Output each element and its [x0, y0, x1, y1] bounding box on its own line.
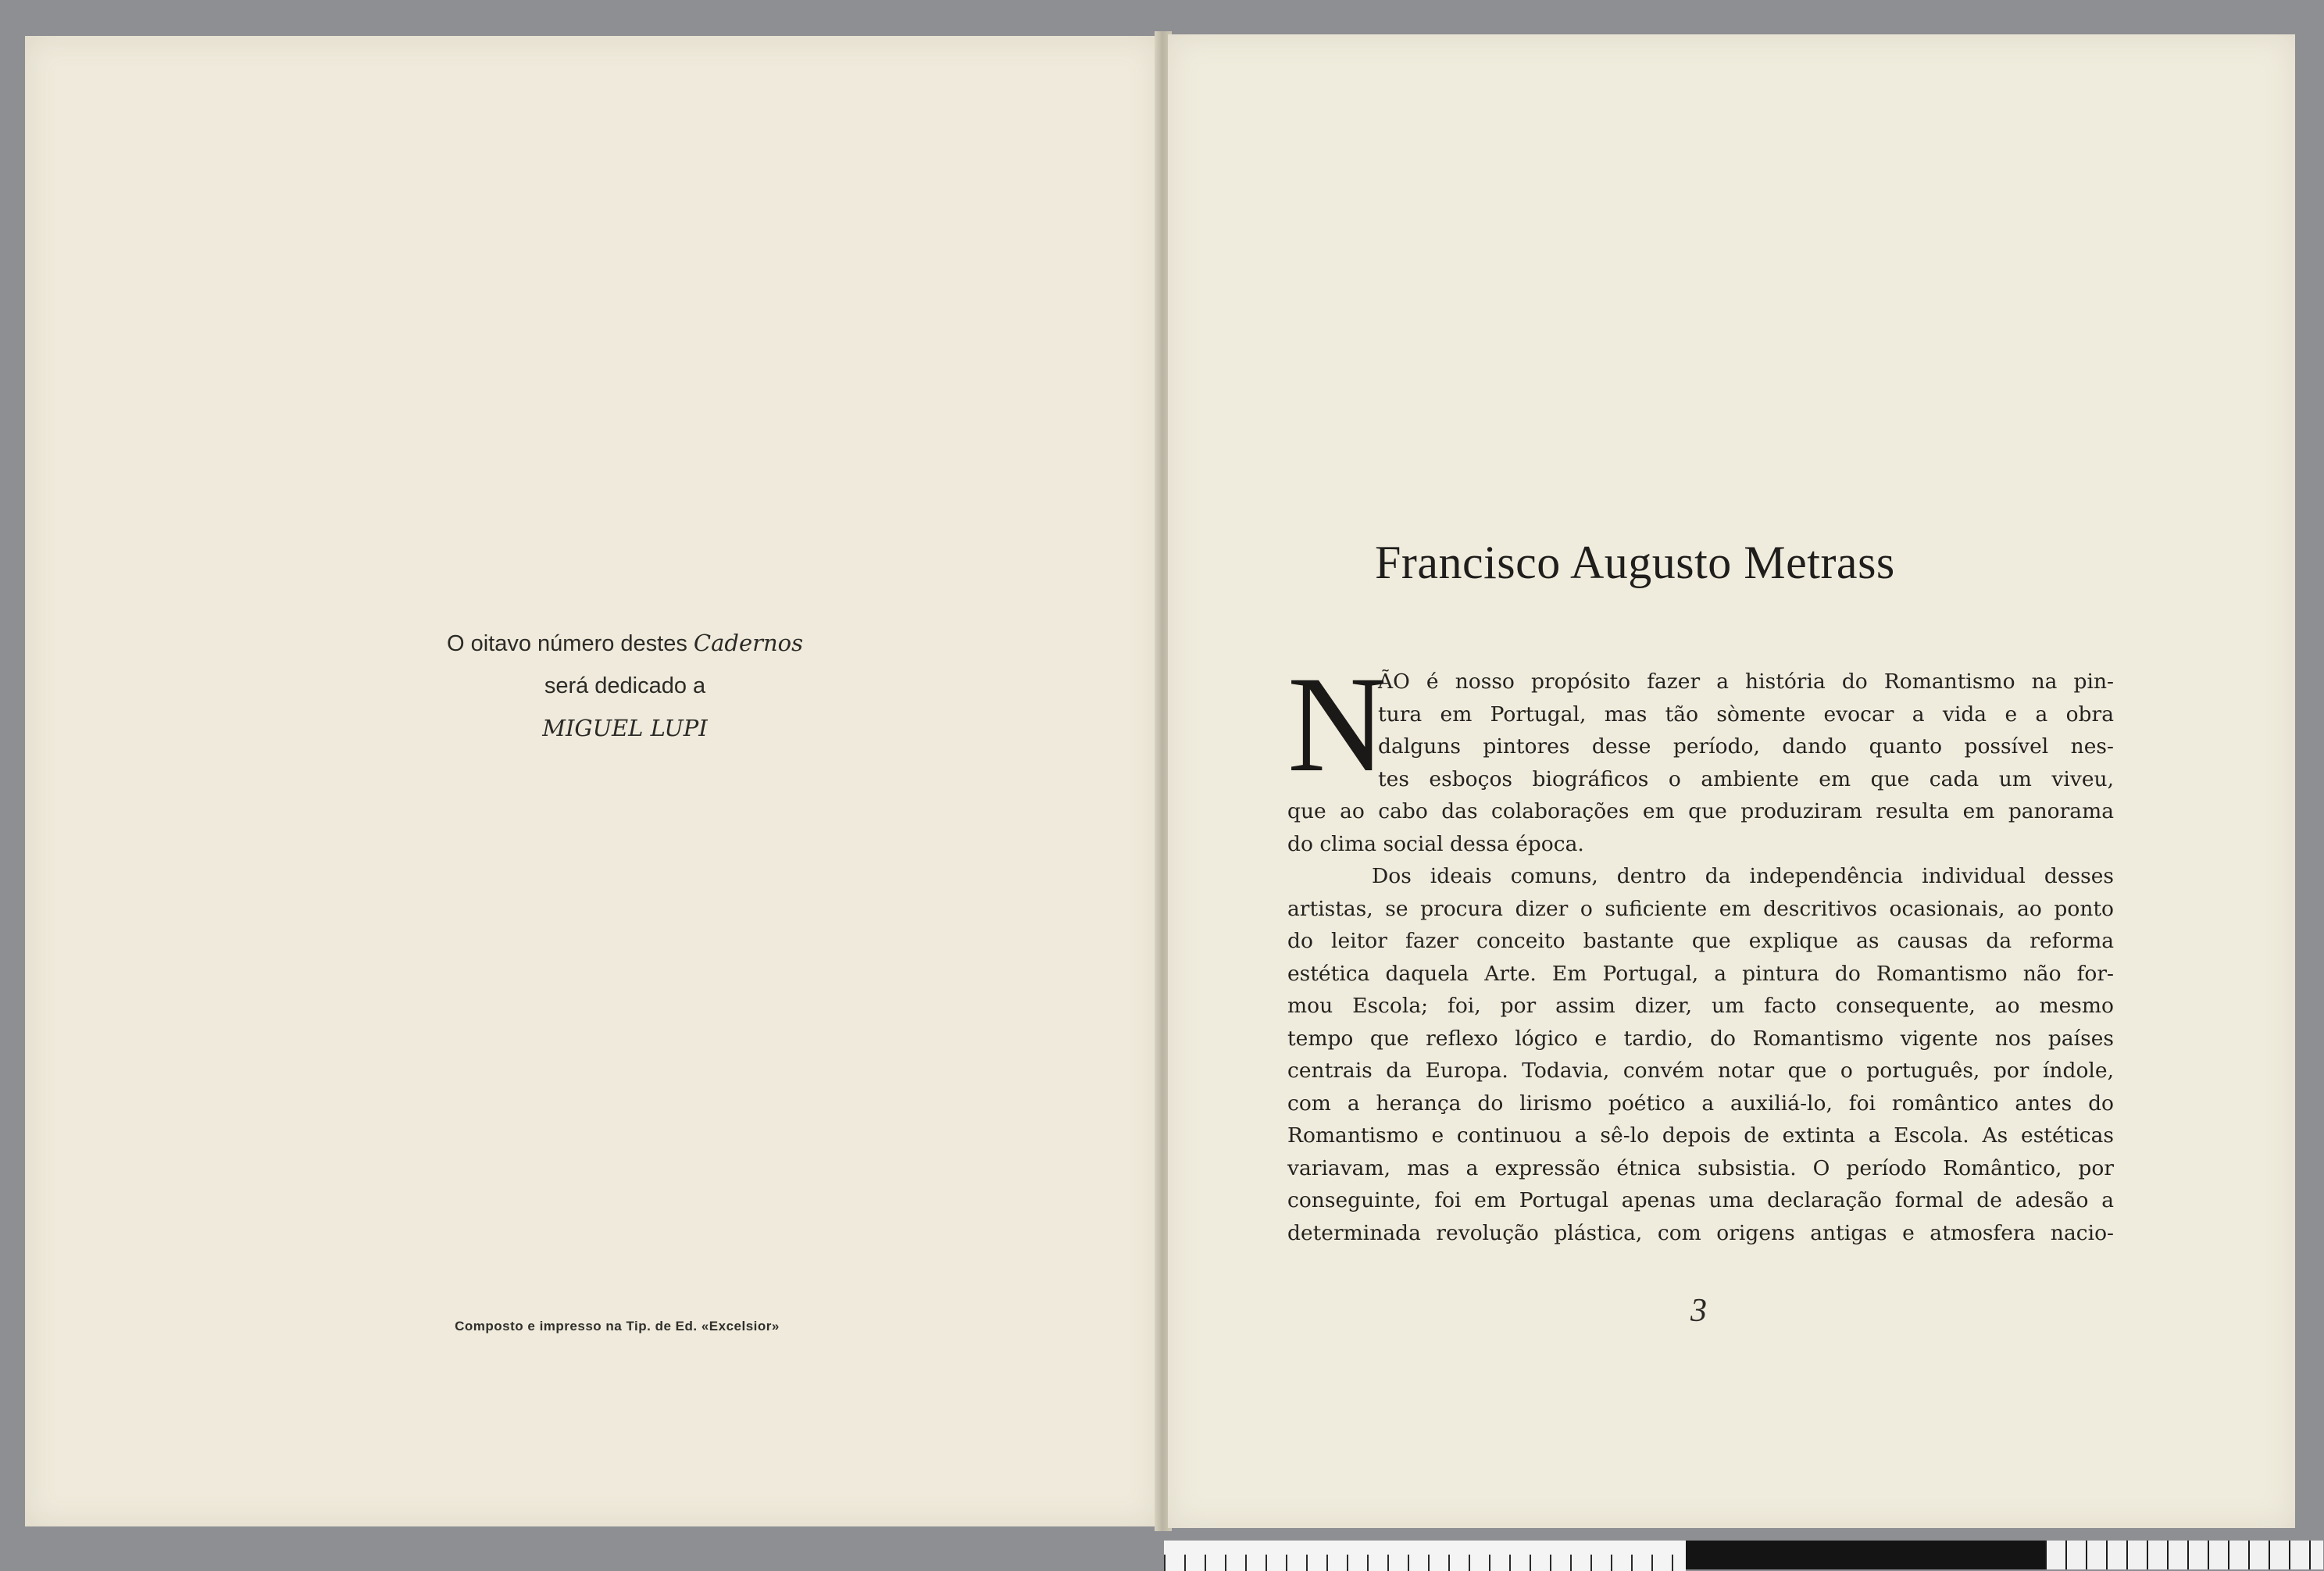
scale-ruler-right	[2045, 1541, 2323, 1569]
paragraph-1-full-lines	[1287, 795, 2114, 860]
colophon: Composto e impresso na Tip. de Ed. «Excelsior»	[455, 1319, 780, 1334]
page-number: 3	[1690, 1293, 1707, 1329]
text-line: variavam, mas a expressão étnica subsistia. O período Romântico, por	[1287, 1155, 2114, 1180]
text-line: estética daquela Arte. Em Portugal, a pintura do Romantismo não for-	[1287, 961, 2114, 986]
dedication-block	[391, 622, 859, 749]
text-line: com a herança do lirismo poético a auxiliá-lo, foi romântico antes do	[1287, 1091, 2114, 1116]
text-line: determinada revolução plástica, com origens antigas e atmosfera nacio-	[1287, 1220, 2114, 1245]
text-line: do leitor fazer conceito bastante que explique as causas da reforma	[1287, 929, 2114, 953]
text-line: do clima social dessa época.	[1287, 831, 1584, 856]
text-line: centrais da Europa. Todavia, convém notar que o português, por índole,	[1287, 1059, 2114, 1083]
dedication-line-3: MIGUEL LUPI	[542, 715, 708, 741]
dedication-line-1-prefix: O oitavo número destes	[446, 631, 687, 656]
article-body	[1287, 648, 2114, 1249]
dedication-line-1	[391, 622, 859, 665]
dedication-line-2: será dedicado a	[544, 673, 706, 698]
left-page	[25, 36, 1159, 1526]
text-line: tempo que reflexo lógico e tardio, do Romantismo vigente nos países	[1287, 1026, 2114, 1051]
drop-cap: N	[1287, 648, 1387, 801]
text-line: Romantismo e continuou a sê-lo depois de extinta a Escola. As estéticas	[1287, 1123, 2114, 1148]
paragraph-2	[1287, 860, 2114, 1249]
text-line: artistas, se procura dizer o suficiente em descritivos ocasionais, ao ponto	[1287, 896, 2114, 921]
text-line: conseguinte, foi em Portugal apenas uma declaração formal de adesão a	[1287, 1188, 2114, 1212]
text-line: tes esboços biográficos o ambiente em que cada um viveu,	[1378, 766, 2114, 791]
dedication-line-1-italic: Cadernos	[693, 630, 804, 656]
text-line: Dos ideais comuns, dentro da independência individual desses	[1372, 864, 2114, 888]
paragraph-1	[1287, 648, 2114, 860]
text-line: dalguns pintores desse período, dando quanto possível nes-	[1378, 734, 2114, 759]
text-line: ÃO é nosso propósito fazer a história do Romantismo na pin-	[1378, 669, 2114, 694]
scale-ruler-band	[1164, 1541, 1686, 1555]
text-line: tura em Portugal, mas tão sòmente evocar a vida e a obra	[1378, 702, 2114, 727]
article-title: Francisco Augusto Metrass	[1375, 537, 1895, 588]
scale-black-bar	[1686, 1541, 2045, 1569]
paragraph-1-indented-lines	[1287, 666, 2114, 795]
text-line: que ao cabo das colaborações em que produziram resulta em panorama	[1287, 799, 2114, 823]
text-line: mou Escola; foi, por assim dizer, um facto consequente, ao mesmo	[1287, 994, 2114, 1018]
